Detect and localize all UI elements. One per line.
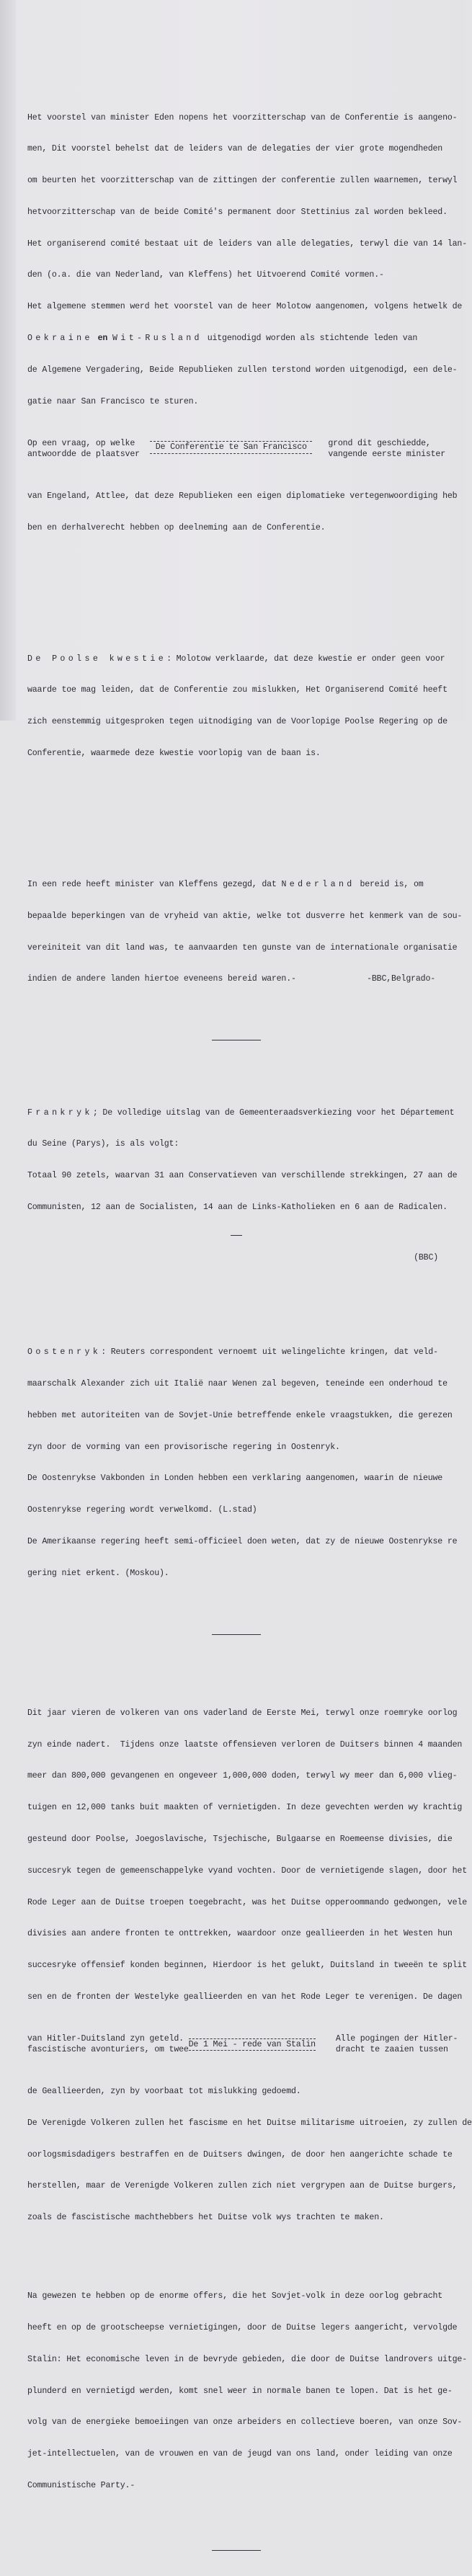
text-line: zyn door de vorming van een provisorische regering in Oostenryk. <box>27 1442 340 1452</box>
text-line: Het voorstel van minister Eden nopens het voorzitterschap van de Conferentie is aangeno- <box>27 112 458 122</box>
text-line: zich eenstemmig uitgesproken tegen uitnodiging van de Voorlopige Poolse Regering op de <box>27 717 447 727</box>
text-line: oorlogsmisdadigers bestraffen en de Duitsers dwingen, de door hen aangerichte schade te <box>27 2149 453 2160</box>
text-line: de Algemene Vergadering, Beide Republieken zullen terstond worden uitgenodigd, een dele- <box>27 365 458 375</box>
text-line: de Geallieerden, zyn by voorbaat tot mislukking gedoemd. <box>27 2087 301 2097</box>
text-line <box>27 334 445 344</box>
word-en: en <box>97 334 108 344</box>
text-line: Oostenrykse regering wordt verwelkomd. (L.stad) <box>27 1505 257 1515</box>
text-line: zoals de fascistische machthebbers het Duitse volk wys trachten te maken. <box>27 2213 384 2223</box>
spaced-word-oekraine: Oekraine <box>27 334 93 344</box>
text-line: Communisten, 12 aan de Socialisten, 14 aan de Links-Katholieken en 6 aan de Radicalen. <box>27 1202 447 1212</box>
section-poland <box>27 633 445 780</box>
text-line <box>27 1347 445 1358</box>
spaced-word-witrusland: Wit-Rusland <box>112 334 202 344</box>
text-line: hebben met autoriteiten van de Sovjet-Unie betreffende enkele vraagstukken, die gerezen <box>27 1410 453 1420</box>
text-line: jet-intellectuelen, van de vrouwen en van de jeugd van ons land, onder leiding van onze <box>27 2449 453 2459</box>
text-fragment: antwoordde de plaatsver <box>27 449 140 459</box>
end-divider <box>212 2550 261 2551</box>
line-rest: ; De volledige uitslag van de Gemeenteraadsverkiezing voor het Département <box>92 1107 455 1118</box>
text-line: om beurten het voorzitterschap van de zittingen der conferentie zullen waarnemen, terwyl <box>27 176 458 186</box>
text-line: plunderd en vernietigd werden, komt snel weer in normale banen te lopen. Dat is het ge- <box>27 2386 453 2396</box>
text-line: Het organiserend comité bestaat uit de leiders van alle delegaties, terwyl die van 14 lan- <box>27 239 467 249</box>
text-line: tuigen en 12,000 tanks buit maakten of vernietigden. In deze gevechten werden wy krachtig <box>27 1803 463 1813</box>
text-line: Na gewezen te hebben op de enorme offers, die het Sovjet-volk in deze oorlog gebracht <box>27 2291 443 2301</box>
text-line: herstellen, maar de Verenigde Volkeren zullen zich niet vergrypen aan de Duitse burgers, <box>27 2181 458 2191</box>
line-rest: : Reuters correspondent vernoemt uit welingelichte kringen, dat veld- <box>101 1347 438 1358</box>
text-line: gering niet erkent. (Moskou). <box>27 1568 169 1578</box>
text-line: Totaal 90 zetels, waarvan 31 aan Conservatieven van verschillende strekkingen, 27 aan de <box>27 1171 458 1181</box>
text-line: van Engeland, Attlee, dat deze Republieken een eigen diplomatieke vertegenwoordiging heb <box>27 491 458 501</box>
line-end: bereid is, om <box>360 880 424 890</box>
text-line: gatie naar San Francisco te sturen. <box>27 396 199 406</box>
text-line: du Seine (Parys), is als volgt: <box>27 1139 179 1149</box>
section-france <box>27 1087 458 1284</box>
text-line: meer dan 800,000 gevangenen en ongeveer 1,000,000 doden, terwyl wy meer dan 6,000 vlieg- <box>27 1771 458 1781</box>
text-line: vereiniteit van dit land was, te aanvaarden ten gunste van de internationale organisatie <box>27 942 458 953</box>
inset-heading-conference: De Conferentie te San Francisco <box>150 441 312 454</box>
text-line <box>27 974 445 985</box>
text-line <box>27 1107 455 1119</box>
text-line: volg van de energieke bemoeiingen van onze arbeiders en collectieve boeren, van onze Sov- <box>27 2417 463 2428</box>
source-attribution: -BBC,Belgrado- <box>367 974 435 984</box>
text-fragment: vangende eerste minister <box>328 449 445 459</box>
text-line: De Verenigde Volkeren zullen het fascisme en het Duitse militarisme uitroeien, zy zullen de <box>27 2118 472 2128</box>
text-line: gesteund door Poolse, Joegoslavische, Tsjechische, Bulgaarse en Roemeense divisies, die <box>27 1834 453 1844</box>
inset-stalin <box>27 2034 458 2055</box>
text-fragment: van Hitler-Duitsland zyn geteld. <box>27 2034 184 2044</box>
inset-conference <box>27 439 445 460</box>
text-line: hetvoorzitterschap van de beide Comité's permanent door Stettinius zal worden bekleed. <box>27 207 447 217</box>
text-line <box>27 654 445 665</box>
text-fragment: dracht te zaaien tussen <box>335 2044 448 2054</box>
section-austria <box>27 1327 458 1600</box>
text-line: De Oostenrykse Vakbonden in Londen hebben een verklaring aangenomen, waarin de nieuwe <box>27 1474 443 1484</box>
text-line: Rode Leger aan de Duitse troepen toegebracht, was het Duitse opperoommando gedwongen, vele <box>27 1897 467 1907</box>
section-heading-france: Frankryk <box>27 1107 93 1118</box>
text-line: Stalin: Het economische leven in de bevryde gebieden, die door de Duitse landrovers uitge- <box>27 2354 467 2364</box>
text-line <box>27 880 445 891</box>
section-divider-small <box>231 1235 242 1236</box>
section-heading-austria: Oostenryk <box>27 1347 102 1358</box>
spaced-word-nederland: Nederland <box>281 880 355 890</box>
text-line: Conferentie, waarmede deze kwestie voorlopig van de baan is. <box>27 749 321 758</box>
inset-heading-stalin: De 1 Mei - rede van Stalin <box>188 2040 316 2050</box>
text-fragment: Op een vraag, op welke <box>27 438 135 448</box>
section-netherlands <box>27 859 463 1006</box>
text-line: succesryk tegen de gemeenschappelyke vyand vochten. Door de vernietigende slagen, door het <box>27 1866 467 1876</box>
line-start: In een rede heeft minister van Kleffens gezegd, dat <box>27 880 277 890</box>
source-attribution: (BBC) <box>414 1252 438 1262</box>
line-text: indien de andere landen hiertoe eveneens bereid waren.- <box>27 974 296 984</box>
text-line: Communistische Party.- <box>27 2481 135 2490</box>
text-line: Dit jaar vieren de volkeren van ons vaderland de Eerste Mei, terwyl onze roemryke oorlog <box>27 1708 458 1718</box>
text-line: zyn einde nadert. Tijdens onze laatste offensieven verloren de Duitsers binnen 4 maanden <box>27 1739 463 1750</box>
text-line: heeft en op de grootscheepse vernietigingen, door de Duitse legers aangericht, vervolgde <box>27 2323 458 2333</box>
section-conference <box>27 92 467 554</box>
text-line: maarschalk Alexander zich uit Italië naar Wenen zal begeven, teneinde een onderhoud te <box>27 1379 447 1389</box>
section-divider <box>212 1634 261 1635</box>
section-heading-poland: De Poolse kwestie <box>27 654 167 664</box>
text-line: sen en de fronten der Westelyke geallieerden en van het Rode Leger te verenigen. De dagen <box>27 1992 463 2002</box>
text-line: divisies aan andere fronten te onttrekken, waardoor onze geallieerden in het Westen hun <box>27 1929 453 1939</box>
text-line: waarde toe mag leiden, dat de Conferentie zou mislukken, Het Organiserend Comité heeft <box>27 685 447 695</box>
text-line: ben en derhalverecht hebben op deelneming aan de Conferentie. <box>27 522 326 532</box>
text-line: den (o.a. die van Nederland, van Kleffens) het Uitvoerend Comité vormen.- <box>27 270 384 280</box>
text-fragment: fascistische avonturiers, om twee <box>27 2044 189 2054</box>
section-stalin-speech <box>27 1688 472 2513</box>
text-line: succesryke offensief konden beginnen, Hierdoor is het gelukt, Duitsland in tweeën te split <box>27 1961 467 1971</box>
text-line: men, Dit voorstel behelst dat de leiders van de delegaties der vier grote mogendheden <box>27 144 443 154</box>
text-fragment: grond dit geschiedde, <box>328 438 431 448</box>
document-body <box>27 50 472 2576</box>
line-rest: : Molotow verklaarde, dat deze kwestie er onder geen voor <box>166 654 445 664</box>
text-line: Het algemene stemmen werd het voorstel van de heer Molotow aangenomen, volgens hetwelk de <box>27 302 463 312</box>
text-line: De Amerikaanse regering heeft semi-officieel doen weten, dat zy de nieuwe Oostenrykse re <box>27 1536 458 1546</box>
text-line: bepaalde beperkingen van de vryheid van aktie, welke tot dusverre het kenmerk van de sou- <box>27 911 463 921</box>
line-rest: uitgenodigd worden als stichtende leden van <box>207 334 418 344</box>
text-fragment: Alle pogingen der Hitler- <box>335 2034 458 2044</box>
